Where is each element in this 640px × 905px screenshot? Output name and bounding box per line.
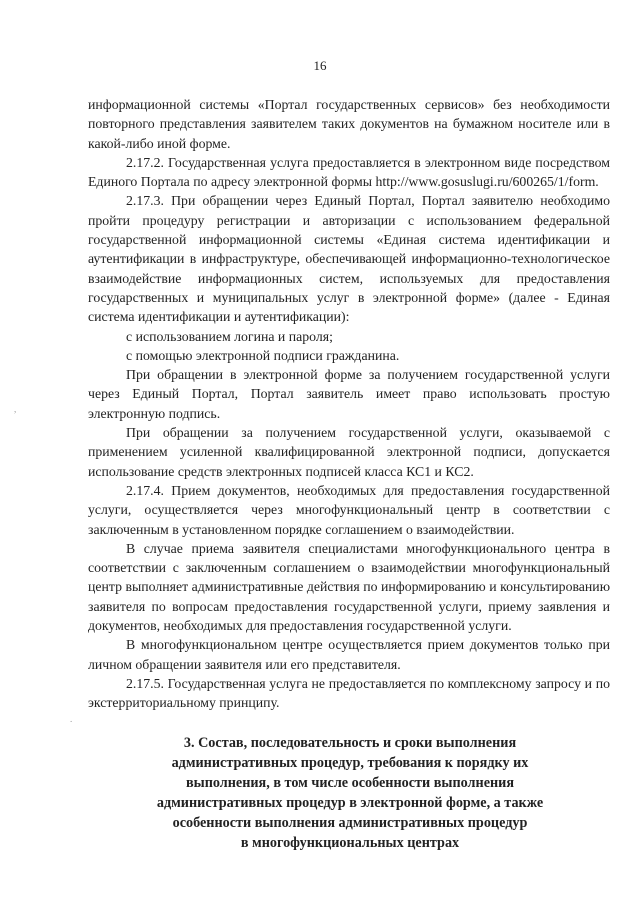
paragraph: 2.17.5. Государственная услуга не предоставляется по комплексному запросу и по экстерриториальному принципу. bbox=[88, 675, 610, 711]
page-number: 16 bbox=[313, 58, 327, 73]
paragraph: При обращении за получением государственной услуги, оказываемой с применением усиленной квалифицированной электронной подписи, допускается использование средств электронных подписей класса КС1 и КС2. bbox=[88, 425, 610, 479]
scan-speck: . bbox=[70, 714, 73, 724]
paragraph: 2.17.4. Прием документов, необходимых для предоставления государственной услуги, осуществляется через многофункциональный центр в соответствии с заключенным в установленном порядке соглашением о взаимодействии. bbox=[88, 482, 610, 537]
body-text bbox=[88, 95, 610, 713]
scan-speck: , bbox=[14, 404, 17, 414]
paragraph: 2.17.3. При обращении через Единый Портал, Портал заявителю необходимо пройти процедуру регистрации и авторизации с использованием федеральной государственной информационной системы «Единая система идентификации и аутентификации в инфраструктуре, обеспечивающей информационно-технологическое взаимодействие информационных систем, используемых для предоставления государственных и муниципальных услуг в электронной форме» (далее - Единая система идентификации и аутентификации): bbox=[88, 193, 610, 325]
paragraph: В многофункциональном центре осуществляется прием документов только при личном обращении заявителя или его представителя. bbox=[88, 637, 610, 672]
section-heading bbox=[110, 733, 590, 853]
list-item: с помощью электронной подписи гражданина. bbox=[126, 347, 400, 363]
paragraph: 2.17.2. Государственная услуга предоставляется в электронном виде посредством Единого Портала по адресу электронной формы http://www.gosuslugi.ru/600265/1/form. bbox=[88, 154, 610, 190]
paragraph: В случае приема заявителя специалистами многофункционального центра в соответствии с заключенным соглашением о взаимодействии многофункциональный центр выполняет административные действия по информированию и консультированию заявителя по вопросам предоставления государственной услуги, приему заявления и документов, необходимых для предоставления государственной услуги. bbox=[88, 540, 610, 634]
heading-line: в многофункциональных центрах bbox=[240, 835, 460, 851]
paragraph: При обращении в электронной форме за получением государственной услуги через Единый Портал, Портал заявитель имеет право использовать простую электронную подпись. bbox=[88, 367, 610, 421]
heading-line: особенности выполнения административных процедур bbox=[172, 815, 528, 831]
list-item: с использованием логина и пароля; bbox=[126, 328, 333, 344]
heading-line: выполнения, в том числе особенности выполнения bbox=[185, 775, 515, 791]
heading-line: административных процедур, требования к порядку их bbox=[171, 755, 529, 771]
paragraph: информационной системы «Портал государственных сервисов» без необходимости повторного представления заявителем таких документов на бумажном носителе или в какой-либо иной форме. bbox=[88, 97, 610, 151]
heading-line: административных процедур в электронной форме, а также bbox=[156, 795, 544, 811]
heading-line: 3. Состав, последовательность и сроки выполнения bbox=[183, 735, 517, 751]
